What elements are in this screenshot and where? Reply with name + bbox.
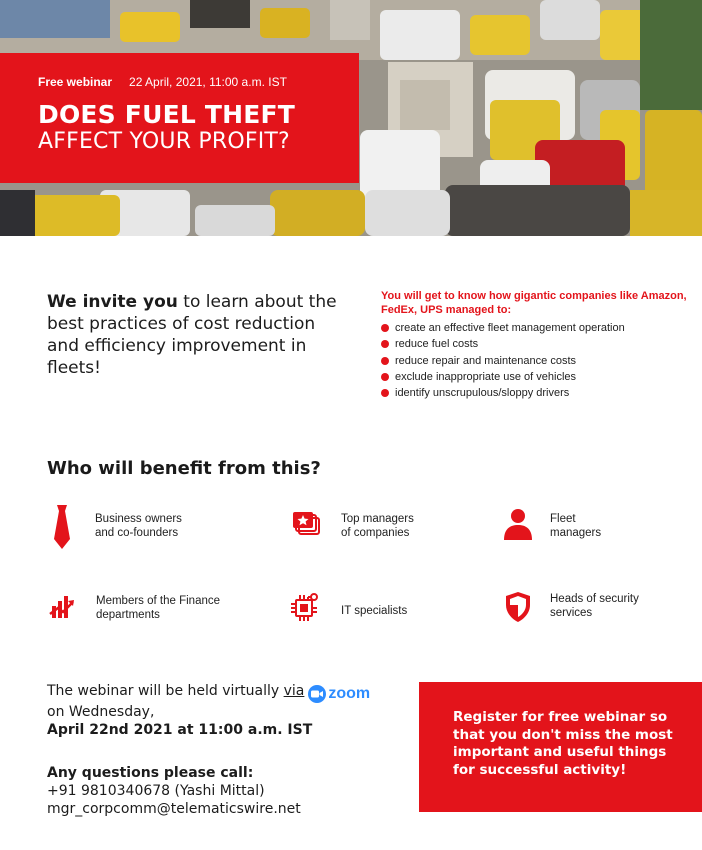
chart-up-icon xyxy=(45,592,79,632)
list-item xyxy=(381,353,701,369)
list-item xyxy=(381,336,701,352)
register-text: Register for free webinar so that you don't miss the most important and useful things for successful activity! xyxy=(453,709,673,778)
info-text: The webinar will be held virtually xyxy=(47,683,280,699)
zoom-logo[interactable] xyxy=(308,685,370,703)
benefit-text: create an effective fleet management operation xyxy=(395,322,625,335)
audience-business-owners xyxy=(45,505,182,545)
cards-star-icon xyxy=(289,510,323,550)
hero-meta xyxy=(38,75,359,89)
list-item xyxy=(381,385,701,401)
zoom-camera-icon xyxy=(308,685,326,703)
audience-label: Members of the Finance departments xyxy=(96,595,221,621)
via-link[interactable]: via xyxy=(283,683,305,699)
tie-icon xyxy=(45,505,79,545)
hero-banner xyxy=(0,0,702,236)
contact-phone[interactable]: +91 9810340678 (Yashi Mittal) xyxy=(47,783,265,799)
benefit-text: reduce repair and maintenance costs xyxy=(395,354,576,367)
benefits-intro: You will get to know how gigantic companies like Amazon, FedEx, UPS managed to: xyxy=(381,290,687,316)
invite-text xyxy=(47,291,337,379)
audience-finance xyxy=(45,592,220,632)
benefit-text: reduce fuel costs xyxy=(395,338,479,351)
audience-it-specialists xyxy=(288,591,407,631)
list-item xyxy=(381,369,701,385)
contact-heading: Any questions please call: xyxy=(47,765,254,781)
info-line-1 xyxy=(47,682,417,703)
benefits-list xyxy=(381,320,701,401)
chip-icon xyxy=(288,591,322,631)
shield-icon xyxy=(501,591,535,631)
audience-label: Heads of security services xyxy=(550,593,639,619)
invite-body: to learn about the best practices of cost reduction and efficiency improvement in fleets! xyxy=(47,292,337,378)
person-icon xyxy=(501,508,535,548)
bullet-icon xyxy=(381,340,389,348)
who-title: Who will benefit from this? xyxy=(47,458,321,479)
webinar-label: Free webinar xyxy=(38,75,113,89)
hero-subtitle: AFFECT YOUR PROFIT? xyxy=(38,129,290,154)
audience-fleet-managers xyxy=(501,508,601,548)
benefit-text: identify unscrupulous/sloppy drivers xyxy=(395,387,570,400)
webinar-datetime: 22 April, 2021, 11:00 a.m. IST xyxy=(129,75,287,89)
invite-lead: We invite you xyxy=(47,292,178,312)
bullet-icon xyxy=(381,357,389,365)
hero-title-box xyxy=(0,53,359,183)
webinar-date: April 22nd 2021 at 11:00 a.m. IST xyxy=(47,722,313,738)
audience-security xyxy=(501,591,639,631)
hero-title: DOES FUEL THEFT xyxy=(38,100,296,129)
benefits-panel xyxy=(381,289,701,401)
webinar-info xyxy=(47,682,417,739)
benefit-text: exclude inappropriate use of vehicles xyxy=(395,371,577,384)
list-item xyxy=(381,320,701,336)
audience-label: Top managers of companies xyxy=(341,513,414,539)
info-line-2: on Wednesday, xyxy=(47,704,155,720)
audience-label: Fleet managers xyxy=(550,513,602,539)
audience-top-managers xyxy=(289,510,414,550)
zoom-wordmark: zoom xyxy=(328,685,371,702)
bullet-icon xyxy=(381,373,389,381)
audience-label: Business owners and co-founders xyxy=(95,513,182,539)
bullet-icon xyxy=(381,389,389,397)
contact-email[interactable]: mgr_corpcomm@telematicswire.net xyxy=(47,801,301,817)
audience-label: IT specialists xyxy=(341,605,408,617)
bullet-icon xyxy=(381,324,389,332)
register-button[interactable] xyxy=(419,682,702,812)
contact-block xyxy=(47,764,301,818)
